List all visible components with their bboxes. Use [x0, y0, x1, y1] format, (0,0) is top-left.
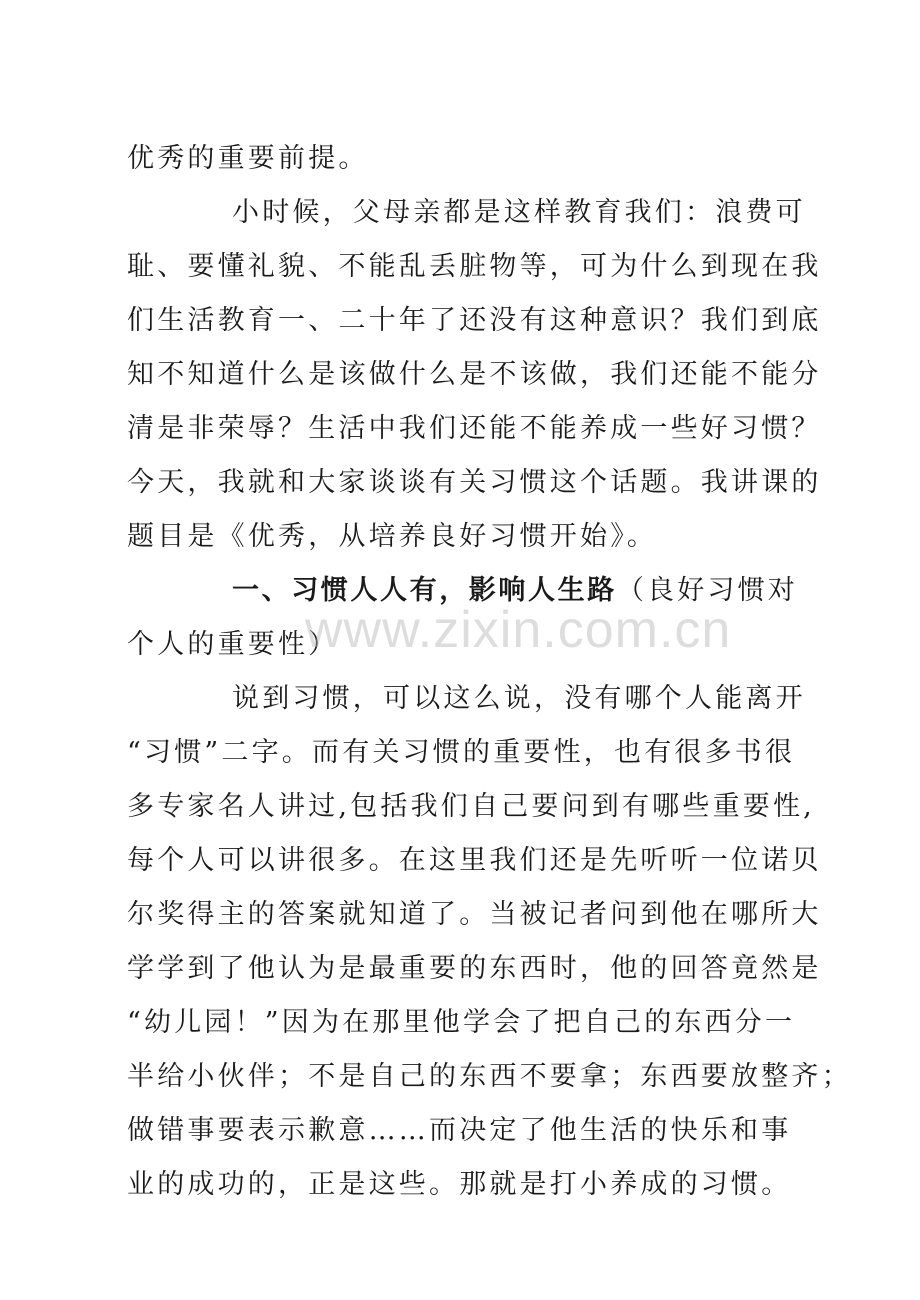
text-line: 做错事要表示歉意……而决定了他生活的快乐和事 [127, 1115, 792, 1146]
text-line: 清是非荣辱？生活中我们还能不能养成一些好习惯？ [127, 413, 822, 444]
text-line: 今天，我就和大家谈谈有关习惯这个话题。我讲课的 [127, 467, 822, 498]
text-line: 业的成功的，正是这些。那就是打小养成的习惯。 [127, 1169, 792, 1200]
text-line: 多专家名人讲过,包括我们自己要问到有哪些重要性, [127, 791, 815, 822]
text-line: 说到习惯，可以这么说，没有哪个人能离开 [232, 683, 806, 714]
text-line: 优秀的重要前提。 [127, 143, 369, 174]
text-line: 题目是《优秀，从培养良好习惯开始》。 [127, 521, 658, 552]
text-line: “习惯”二字。而有关习惯的重要性，也有很多书很 [127, 737, 796, 768]
text-line: 学学到了他认为是最重要的东西时，他的回答竟然是 [127, 953, 822, 984]
text-line: 尔奖得主的答案就知道了。当被记者问到他在哪所大 [127, 899, 822, 930]
watermark: www.zixin.com.cn [305, 601, 732, 659]
section-heading [232, 564, 920, 618]
text-line: 耻、要懂礼貌、不能乱丢脏物等，可为什么到现在我 [127, 251, 822, 282]
text-line: 们生活教育一、二十年了还没有这种意识？我们到底 [127, 305, 822, 336]
text-line: 半给小伙伴；不是自己的东西不要拿；东西要放整齐； [127, 1061, 852, 1092]
text-line: 个人的重要性） [127, 629, 339, 660]
text-line: 知不知道什么是该做什么是不该做，我们还能不能分 [127, 359, 822, 390]
text-line: 每个人可以讲很多。在这里我们还是先听听一位诺贝 [127, 845, 822, 876]
text-line: 小时候，父母亲都是这样教育我们：浪费可 [232, 197, 806, 228]
heading-bold-text: 一、习惯人人有，影响人生路 [232, 575, 617, 606]
heading-note-text: （良好习惯对 [616, 575, 799, 606]
text-line: “幼儿园！”因为在那里他学会了把自己的东西分一 [127, 1007, 796, 1038]
